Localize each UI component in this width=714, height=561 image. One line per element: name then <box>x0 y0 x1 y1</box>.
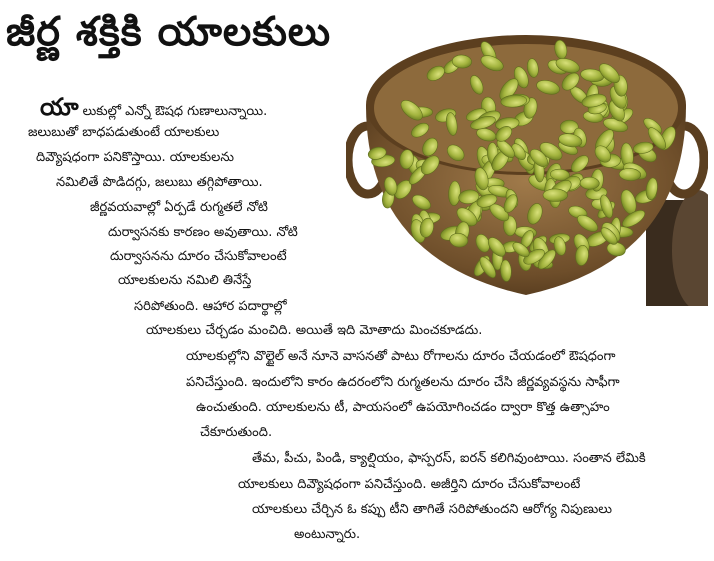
article-line-18: అంటున్నారు. <box>294 527 361 542</box>
cardamom-bowl-image <box>346 10 708 306</box>
article-line-3: దివ్యౌషధంగా పనికొస్తాయి. యాలకులను <box>36 150 234 165</box>
article-line-11: యాలకుల్లోని వొల్టైల్ అనే నూనె వాసనతో పాటు రోగాలను దూరం చేయడంలో ఔషధంగా <box>186 349 616 364</box>
headline: జీర్ణ శక్తికి యాలకులు <box>6 9 332 55</box>
article-line-13: ఉంచుతుంది. యాలకులను టీ, పాయసంలో ఉపయోగించడం ద్వారా కొత్త ఉత్సాహం <box>196 400 610 415</box>
article-line-4: నమిలితే పొడిదగ్గు, జలుబు తగ్గిపోతాయి. <box>56 175 263 190</box>
article-line-17: యాలకులు చేర్చిన ఓ కప్పు టీని తాగితే సరిపోతుందని ఆరోగ్య నిపుణులు <box>252 502 612 517</box>
article-line-1 <box>40 93 268 121</box>
article-line-10: యాలకులు చేర్చడం మంచిది. అయితే ఇది మోతాదు మించకూడదు. <box>146 323 483 338</box>
article-line-7: దుర్వాసనను దూరం చేసుకోవాలంటే <box>110 249 287 264</box>
cardamom-bowl-photo <box>346 10 708 306</box>
article-line-2: జలుబుతో బాధపడుతుంటే యాలకులు <box>28 125 220 140</box>
cardamom-pod <box>543 189 568 202</box>
article-line-15: తేమ, పీచు, పిండి, క్యాల్షియం, ఫాస్పరస్, ఐరన్ కలిగివుంటాయి. సంతాన లేమికి <box>252 451 646 466</box>
article-line-14: చేకూరుతుంది. <box>200 425 273 440</box>
article-line-8: యాలకులను నమిలి తినేస్తే <box>118 273 252 288</box>
article-line-9: సరిపోతుంది. ఆహార పదార్థాల్లో <box>134 299 287 314</box>
article-line-12: పనిచేస్తుంది. ఇందులోని కారం ఉదరంలోని రుగ్మతలను దూరం చేసి జీర్ణవ్యవస్థను సాఫీగా <box>186 375 620 390</box>
dropcap: యా <box>40 93 79 121</box>
article-line-1-text: లుకుల్లో ఎన్నో ఔషధ గుణాలున్నాయి. <box>82 104 268 119</box>
article-line-5: జీర్ణవయవాల్లో ఏర్పడే రుగ్మతలే నోటి <box>90 200 268 215</box>
article-line-6: దుర్వాసనకు కారణం అవుతాయి. నోటి <box>108 225 298 240</box>
article-line-16: యాలకులు దివ్యౌషధంగా పనిచేస్తుంది. అజీర్తిని దూరం చేసుకోవాలంటే <box>238 477 581 492</box>
